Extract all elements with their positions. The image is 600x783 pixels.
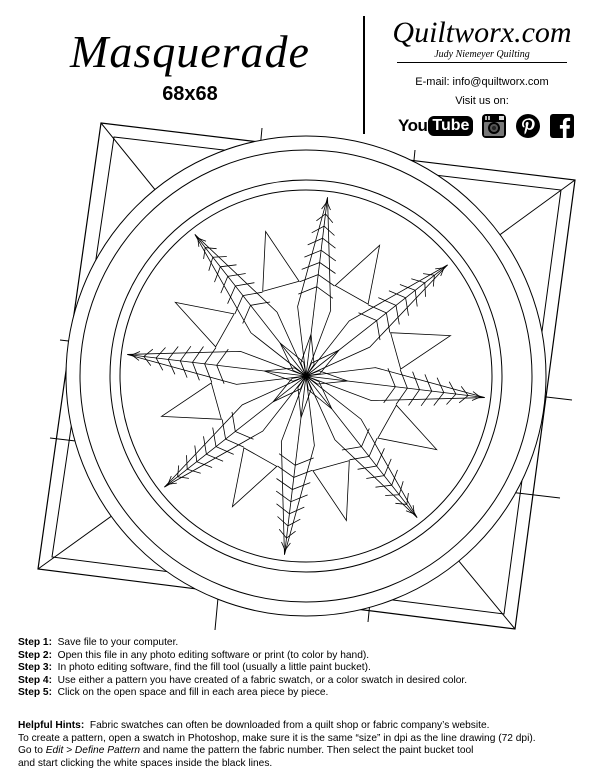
hints-label: Helpful Hints:: [18, 720, 85, 731]
helpful-hints: [18, 720, 593, 770]
pattern-title: Masquerade: [70, 26, 310, 77]
step-2: [18, 650, 593, 663]
step-text: In photo editing software, find the fill tool (usually a little paint bucket).: [57, 662, 371, 673]
brand-tagline: Judy Niemeyer Quilting: [372, 49, 592, 63]
step-1: [18, 637, 593, 650]
hint-text-4: and start clicking the white spaces inside the black lines.: [18, 757, 273, 769]
hint-text-3a: Go to: [18, 745, 46, 756]
hint-text-2: To create a pattern, open a swatch in Photoshop, make sure it is the same “size” in dpi as the line drawing (72 dpi).: [18, 732, 536, 744]
contact-email[interactable]: E-mail: info@quiltworx.com: [415, 76, 549, 88]
visit-us-label: Visit us on:: [455, 95, 509, 107]
hint-line-3: [18, 745, 593, 758]
hint-text-1: Fabric swatches can often be downloaded from a quilt shop or fabric company’s website.: [89, 720, 490, 731]
youtube-you-text: You: [398, 116, 428, 135]
brand-name: Quiltworx.com: [392, 16, 572, 49]
youtube-tube-text: Tube: [428, 116, 473, 136]
hint-text-3b: and name the pattern the fabric number. Then select the paint bucket tool: [140, 745, 474, 756]
step-label: Step 3:: [18, 662, 52, 673]
step-3: [18, 662, 593, 675]
step-text: Use either a pattern you have created of a fabric swatch, or a color swatch in desired color.: [57, 674, 468, 686]
hint-menu-path: Edit > Define Pattern: [45, 745, 141, 756]
step-4: [18, 675, 593, 688]
pattern-size: 68x68: [162, 83, 218, 105]
step-text: Save file to your computer.: [57, 637, 179, 648]
step-label: Step 1:: [18, 637, 52, 648]
instructions-steps: [18, 637, 593, 700]
step-label: Step 4:: [18, 674, 52, 686]
step-label: Step 5:: [18, 687, 52, 698]
step-label: Step 2:: [18, 649, 52, 661]
step-text: Click on the open space and fill in each area piece by piece.: [57, 687, 329, 698]
hint-line-1: [18, 720, 593, 733]
step-5: [18, 687, 593, 700]
step-text: Open this file in any photo editing software or print (to color by hand).: [57, 649, 370, 661]
